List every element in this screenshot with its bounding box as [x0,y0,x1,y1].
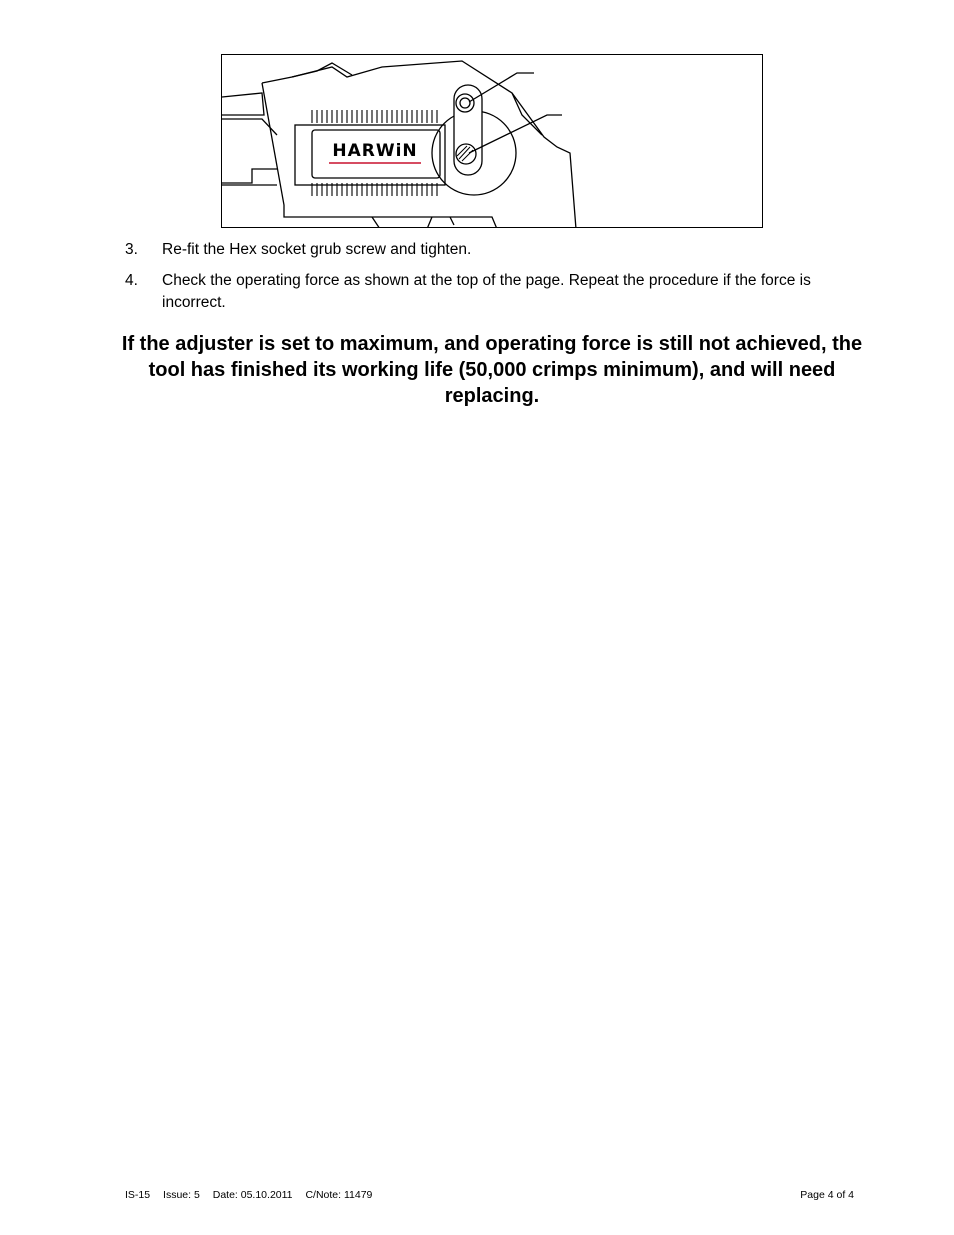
top-ridges [312,110,437,123]
upper-handle-line [222,93,264,115]
crimp-tool-drawing [222,55,763,228]
lower-handle-line [222,169,277,183]
step-4 [125,270,860,314]
crimp-tool-figure [221,54,763,228]
end-of-life-warning: If the adjuster is set to maximum, and operating force is still not achieved, the tool has finished its working life (50,000 crimps minimum), and will need replacing. [121,333,863,407]
footer-date: Date: 05.10.2011 [212,1189,293,1201]
step-number: 3. [125,241,138,258]
harwin-logo: HARWiN [332,141,418,161]
footer-issue: Issue: 5 [163,1189,200,1201]
step-3 [125,239,860,261]
footer-cnote: C/Note: 11479 [305,1189,373,1201]
page-footer [125,1188,854,1202]
step-text: Check the operating force as shown at the top of the page. Repeat the procedure if the force is incorrect. [162,272,811,311]
bottom-features [372,217,454,228]
footer-doc-id: IS-15 [125,1189,151,1201]
footer-page-number: Page 4 of 4 [800,1189,854,1201]
step-text: Re-fit the Hex socket grub screw and tighten. [162,241,472,258]
step-number: 4. [125,272,138,289]
grub-screw-outer [456,94,474,112]
